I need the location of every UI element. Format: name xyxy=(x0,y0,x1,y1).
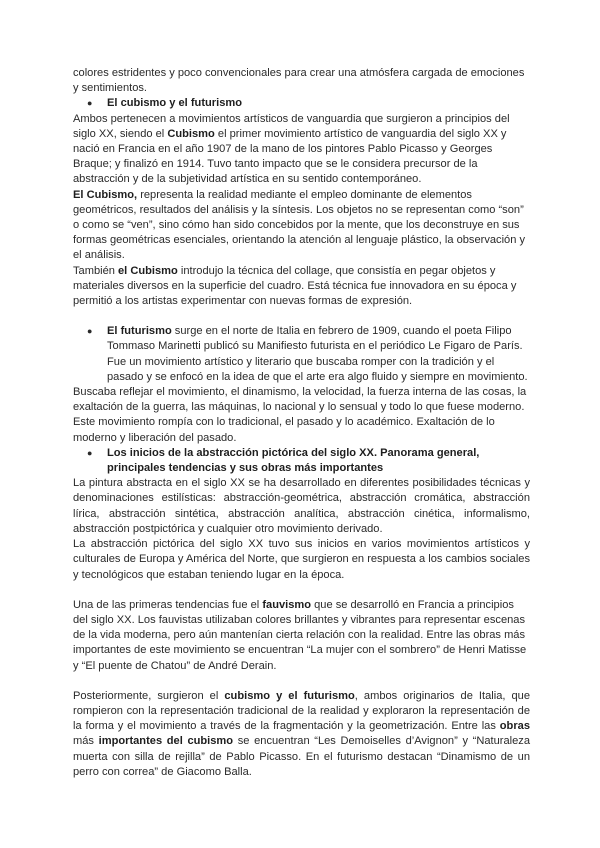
bullet-icon: ● xyxy=(87,98,93,109)
paragraph-buscaba: Buscaba reflejar el movimiento, el dinamismo, la velocidad, la fuerza interna de las cosas, la exaltación de la guerra, las máquinas, lo nacional y lo sensual y todo lo que fuese moderno. Este movimiento rompía con lo tradicional, el pasado y lo académico. Exaltación de lo moderno y liberación del pasado. xyxy=(73,386,527,444)
heading-text: Los inicios de la abstracción pictórica del siglo XX. Panorama general, principales tendencias y sus obras más importantes xyxy=(107,446,480,475)
paragraph-abstraccion-inicios: La abstracción pictórica del siglo XX tuvo sus inicios en varios movimientos artísticos y culturales de Europa y América del Norte, que surgieron en respuesta a los cambios sociales y tecnológicos que estaban teniendo lugar en la época. xyxy=(73,538,530,581)
paragraph-ambos: Ambos pertenecen a movimientos artísticos de vanguardia que surgieron a principios del siglo XX, siendo el Cubismo el primer movimiento artístico de vanguardia del siglo XX y nació en Francia en el año 1907 de la mano de los pintores Pablo Picasso y Georges Braque; y finalizó en 1914. Tuvo tanto impacto que se le considera precursor de la abstracción y de la subjetividad artística en su sentido contemporáneo. xyxy=(73,112,510,186)
spacer xyxy=(73,674,530,689)
spacer xyxy=(73,583,530,598)
paragraph-posteriormente: Posteriormente, surgieron el cubismo y el futurismo, ambos originarios de Italia, que rompieron con la representación tradicional de la realidad y exploraron la representación de la forma y el movimiento a través de la fragmentación y la geometrización. Entre las obras más importantes del cubismo se encuentran “Les Demoiselles d’Avignon” y “Naturaleza muerta con silla de rejilla” de Pablo Picasso. En el futurismo destacan “Dinamismo de un perro con correa” de Giacomo Balla. xyxy=(73,689,531,778)
bullet-futurismo: ● El futurismo surge en el norte de Italia en febrero de 1909, cuando el poeta Filipo Tommaso Marinetti publicó su Manifiesto futurista en el periódico Le Figaro de París. Fue un movimiento artístico y literario que buscaba romper con la tradición y el pasado y se enfocó en la idea de que el arte era algo fluido y siempre en movimiento. xyxy=(87,325,528,383)
paragraph-pintura-abstracta: La pintura abstracta en el siglo XX se ha desarrollado en diferentes posibilidades técnicas y denominaciones estilísticas: abstracción-geométrica, abstracción cromática, abstracción lírica, abstracción sintética, abstracción analítica, abstracción cinética, informalismo, abstracción postpictórica y cualquier otro movimiento derivado. xyxy=(73,477,530,535)
heading-text: El cubismo y el futurismo xyxy=(107,97,242,110)
spacer xyxy=(73,309,530,324)
paragraph-collage: También el Cubismo introdujo la técnica del collage, que consistía en pegar objetos y materiales diversos en la superficie del cuadro. Está técnica fue innovadora en su época y permitió a los artistas experimentar con nuevas formas de expresión. xyxy=(73,264,517,308)
heading-cubismo-futurismo xyxy=(73,96,530,111)
bullet-icon: ● xyxy=(87,326,93,337)
paragraph-fauvismo: Una de las primeras tendencias fue el fauvismo que se desarrolló en Francia a principios del siglo XX. Los fauvistas utilizaban colores brillantes y vibrantes para representar escenas de la vida moderna, pero aún mantenían cierta relación con la realidad. Entre las obras más importantes de este movimiento se encuentran “La mujer con el sombrero” de Henri Matisse y “El puente de Chatou” de André Derain. xyxy=(73,598,527,672)
paragraph-cubismo-definicion: El Cubismo, representa la realidad mediante el empleo dominante de elementos geométricos, resultados del análisis y la síntesis. Los objetos no se representan como “son” o como se “ven”, sino cómo han sido concebidos por la mente, que los deconstruye en sus formas geométricas esenciales, orientando la atención al lenguaje plástico, la observación y el análisis. xyxy=(73,188,526,262)
heading-inicios-abstraccion xyxy=(73,446,530,476)
bullet-icon: ● xyxy=(87,447,93,458)
paragraph-intro: colores estridentes y poco convencionales para crear una atmósfera cargada de emociones y sentimientos. xyxy=(73,67,525,95)
